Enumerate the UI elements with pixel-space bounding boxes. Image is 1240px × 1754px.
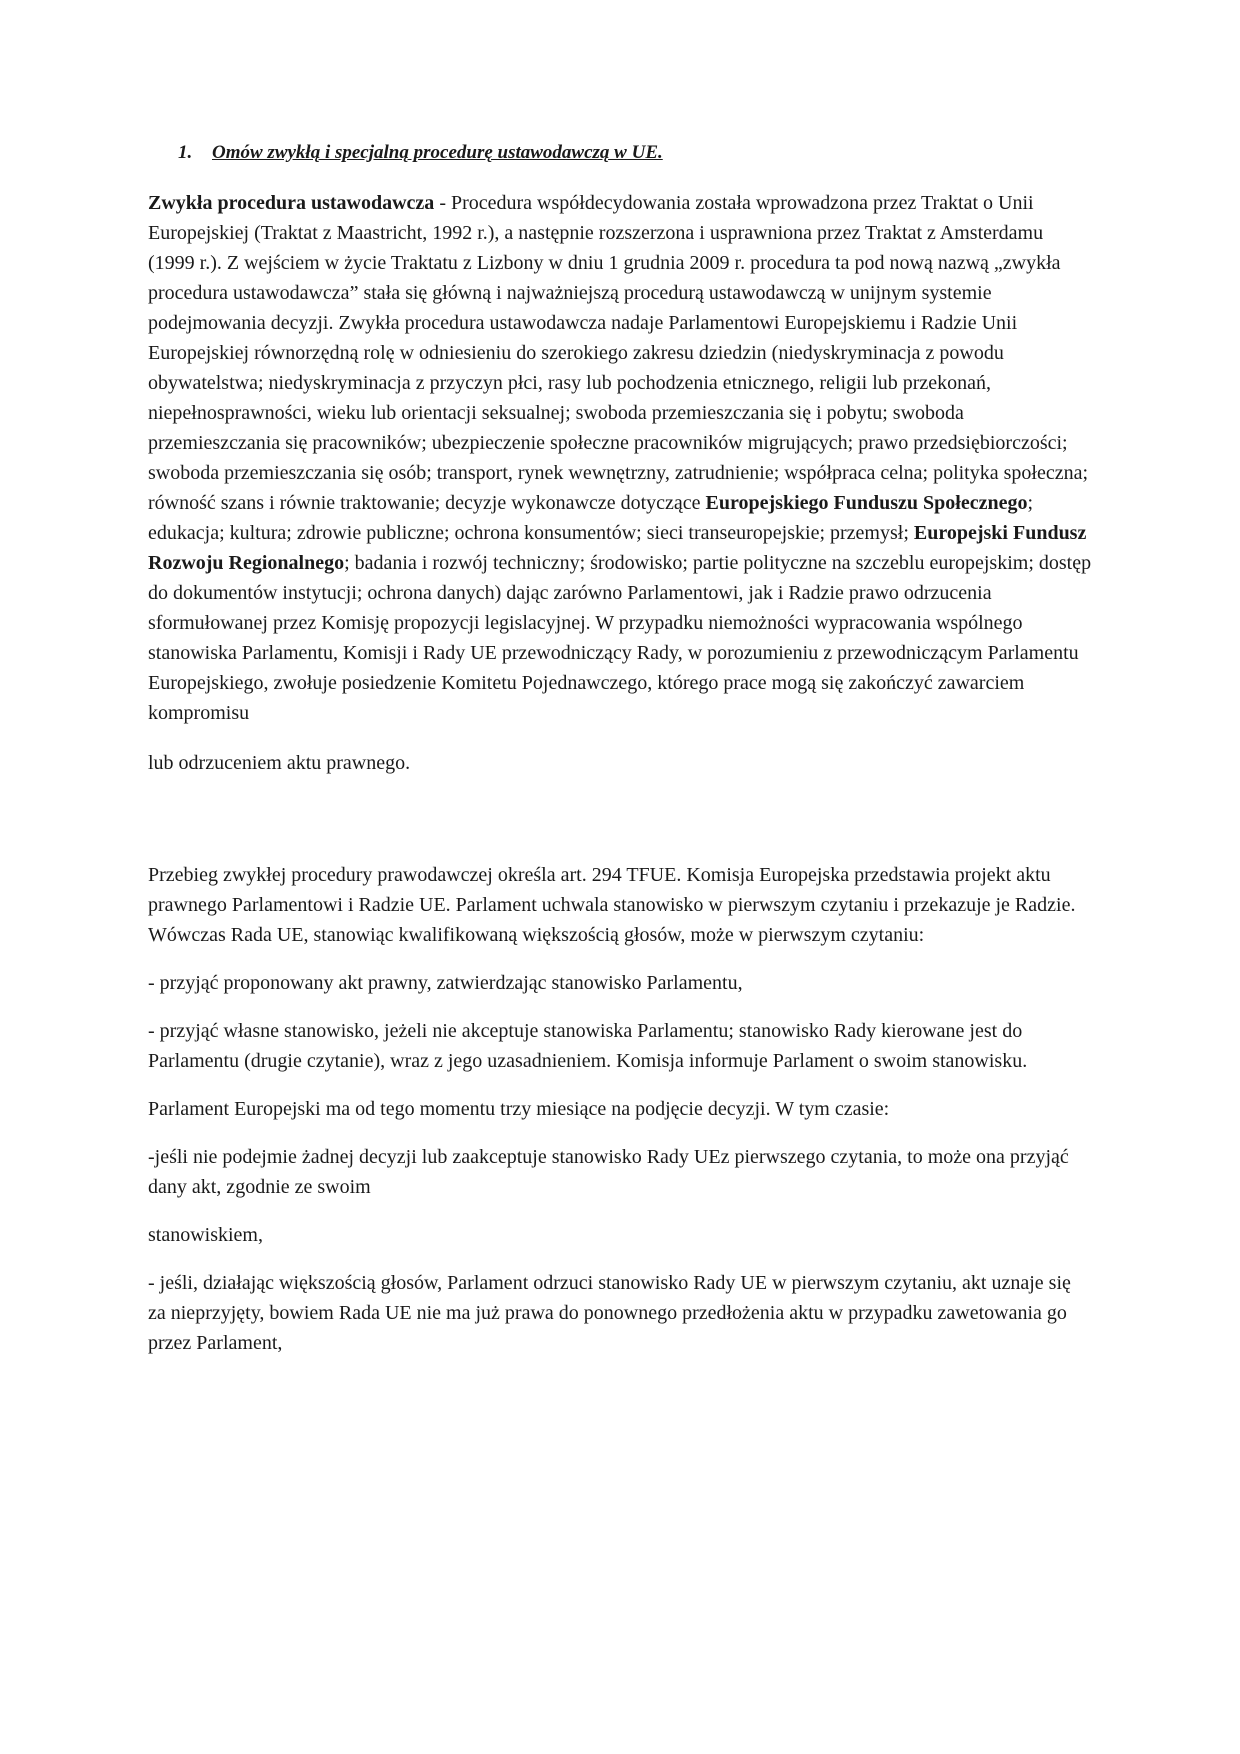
paragraph-text: - Procedura współdecydowania została wprowadzona przez Traktat o Unii Europejskiej (Traktat z Maastricht, 1992 r.), a następnie rozszerzona i usprawniona przez Traktat z Amsterdamu (1999 r.). Z wejściem w życie Traktatu z Lizbony w dniu 1 grudnia 2009 r. procedura ta pod nową nazwą „zwykła procedura ustawodawcza” stała się główną i najważniejszą procedurą ustawodawczą w unijnym systemie podejmowania decyzji. Zwykła procedura ustawodawcza nadaje Parlamentowi Europejskiemu i Radzie Unii Europejskiej równorzędną rolę w odniesieniu do szerokiego zakresu dziedzin (niedyskryminacja z powodu obywatelstwa; niedyskryminacja z przyczyn płci, rasy lub pochodzenia etnicznego, religii lub przekonań, niepełnosprawności, wieku lub orientacji seksualnej; swoboda przemieszczania się i pobytu; swoboda przemieszczania się pracowników; ubezpieczenie społeczne pracowników migrujących; prawo przedsiębiorczości; swoboda przemieszczania się osób; transport, rynek wewnętrzny, zatrudnienie; współpraca celna; polityka społeczna; równość szans i równie traktowanie; decyzje wykonawcze dotyczące bbox=[148, 192, 1089, 514]
list-item-reject-position: - jeśli, działając większością głosów, Parlament odrzuci stanowisko Rady UE w pierwszym czytaniu, akt uznaje się za nieprzyjęty, bowiem Rada UE nie ma już prawa do ponownego przedłożenia aktu w przypadku zawetowania go przez Parlament, bbox=[148, 1272, 1071, 1354]
bold-erdf-term: Europejski Fundusz Rozwoju Regionalnego bbox=[148, 522, 1087, 574]
bold-esf-term: Europejskiego Funduszu Społecznego bbox=[705, 492, 1028, 514]
paragraph-three-months: Parlament Europejski ma od tego momentu trzy miesiące na podjęcie decyzji. W tym czasie: bbox=[148, 1098, 890, 1120]
paragraph-rejection: lub odrzuceniem aktu prawnego. bbox=[148, 752, 411, 774]
paragraph-text: ; edukacja; kultura; zdrowie publiczne; ochrona konsumentów; sieci transeuropejskie; przemysł; bbox=[148, 492, 1034, 544]
list-item-adopt-act: - przyjąć proponowany akt prawny, zatwierdzając stanowisko Parlamentu, bbox=[148, 972, 743, 994]
paragraph-course-of-procedure: Przebieg zwykłej procedury prawodawczej określa art. 294 TFUE. Komisja Europejska przedstawia projekt aktu prawnego Parlamentowi i Radzie UE. Parlament uchwala stanowisko w pierwszym czytaniu i przekazuje je Radzie. Wówczas Rada UE, stanowiąc kwalifikowaną większością głosów, może w pierwszym czytaniu: bbox=[148, 864, 1076, 946]
question-heading bbox=[178, 140, 1093, 166]
list-item-no-decision: -jeśli nie podejmie żadnej decyzji lub zaakceptuje stanowisko Rady UEz pierwszego czytania, to może ona przyjąć dany akt, zgodnie ze swoim bbox=[148, 1146, 1069, 1198]
heading-number: 1. bbox=[178, 142, 193, 163]
list-item-own-position: - przyjąć własne stanowisko, jeżeli nie akceptuje stanowiska Parlamentu; stanowisko Rady kierowane jest do Parlamentu (drugie czytanie), wraz z jego uzasadnieniem. Komisja informuje Parlament o swoim stanowisku. bbox=[148, 1020, 1028, 1072]
paragraph-text: ; badania i rozwój techniczny; środowisko; partie polityczne na szczeblu europejskim; dostęp do dokumentów instytucji; ochrona danych) dając zarówno Parlamentowi, jak i Radzie prawo odrzucenia sformułowanej przez Komisję propozycji legislacyjnej. W przypadku niemożności wypracowania wspólnego stanowiska Parlamentu, Komisji i Rady UE przewodniczący Rady, w porozumieniu z przewodniczącym Parlamentu Europejskiego, zwołuje posiedzenie Komitetu Pojednawczego, którego prace mogą się zakończyć zawarciem kompromisu bbox=[148, 552, 1092, 724]
paragraph-continuation: stanowiskiem, bbox=[148, 1224, 263, 1246]
bold-lead-term: Zwykła procedura ustawodawcza bbox=[148, 192, 435, 214]
document-page bbox=[148, 140, 1093, 1358]
heading-text: Omów zwykłą i specjalną procedurę ustawodawczą w UE. bbox=[212, 142, 663, 163]
paragraph-ordinary-procedure bbox=[148, 188, 1093, 728]
